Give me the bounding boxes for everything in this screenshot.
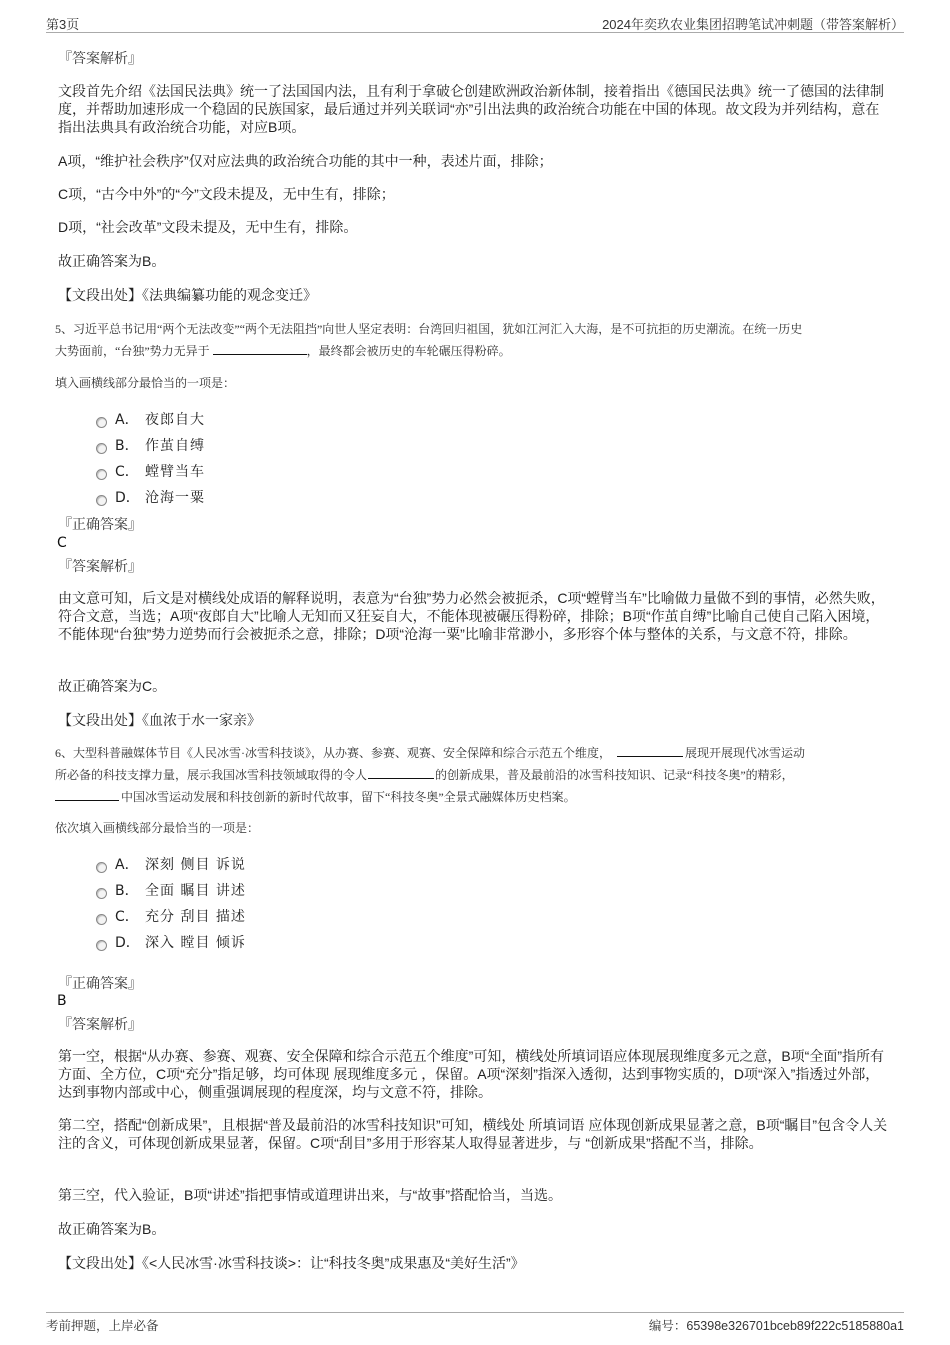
q5-prompt: 填入画横线部分最恰当的一项是： (55, 376, 236, 390)
q6-blank1-analysis: 第一空，根据“从办赛、参赛、观赛、安全保障和综合示范五个维度”可知，横线处所填词语应体现展现维度多元之意，B项“全面”指所有方面、全方位，C项“充分”指足够，均可体现 展现维度多元 ，保留。A项“深刻”指深入透彻，达到事物实质的，D项“深入”指透过外部，达到事物内部或中心，侧重强调展现的程度深，均与文意不符，排除。 (58, 1048, 884, 1100)
q5-option-c[interactable]: C． 螳臂当车 (96, 460, 205, 482)
q4-option-d-note: D项，“社会改革”文段未提及，无中生有，排除。 (58, 219, 358, 235)
q6-blank-3 (55, 788, 119, 801)
q6-blank-1 (617, 744, 683, 757)
q6-stem (55, 742, 895, 808)
radio-icon[interactable] (96, 914, 107, 925)
radio-icon[interactable] (96, 417, 107, 428)
q5-stem (55, 318, 895, 362)
q5-analysis-label: 『答案解析』 (58, 559, 142, 575)
page-header (46, 12, 904, 33)
q6-source: 【文段出处】《<人民冰雪·冰雪科技谈>：让“科技冬奥”成果惠及“美好生活”》 (58, 1255, 525, 1271)
q5-stem-line1: 5、习近平总书记用“两个无法改变”“两个无法阻挡”向世人坚定表明：台湾回归祖国，犹如江河汇入大海，是不可抗拒的历史潮流。在统一历史 (55, 322, 803, 336)
q5-option-d[interactable]: D． 沧海一粟 (96, 486, 205, 508)
radio-icon[interactable] (96, 888, 107, 899)
radio-icon[interactable] (96, 940, 107, 951)
q4-analysis-label: 『答案解析』 (58, 51, 142, 67)
footer-slogan: 考前押题，上岸必备 (46, 1319, 159, 1333)
q5-option-a[interactable]: A． 夜郎自大 (96, 408, 205, 430)
q4-conclusion: 故正确答案为B。 (58, 253, 166, 269)
radio-icon[interactable] (96, 469, 107, 480)
q5-correct-answer: C (57, 535, 67, 551)
q6-stem-line3: 中国冰雪运动发展和科技创新的新时代故事，留下“科技冬奥”全景式融媒体历史档案。 (55, 786, 895, 808)
q5-conclusion: 故正确答案为C。 (58, 678, 167, 694)
q6-option-c[interactable]: C． 充分 刮目 描述 (96, 905, 246, 927)
document-title: 2024年奕玖农业集团招聘笔试冲刺题（带答案解析） (602, 17, 904, 32)
q5-correct-label: 『正确答案』 (58, 517, 142, 533)
q4-option-a-note: A项，“维护社会秩序”仅对应法典的政治统合功能的其中一种，表述片面，排除； (58, 153, 553, 169)
q6-option-b[interactable]: B． 全面 瞩目 讲述 (96, 879, 246, 901)
q6-correct-answer: B (57, 993, 67, 1009)
radio-icon[interactable] (96, 495, 107, 506)
q4-source: 【文段出处】《法典编纂功能的观念变迁》 (58, 287, 317, 303)
q6-stem-line1: 6、大型科普融媒体节目《人民冰雪·冰雪科技谈》，从办赛、参赛、观赛、安全保障和综合示范五个维度， 展现开展现代冰雪运动 (55, 746, 806, 760)
q6-blank3-analysis: 第三空，代入验证，B项“讲述”指把事情或道理讲出来，与“故事”搭配恰当，当选。 (58, 1187, 562, 1203)
q6-option-a[interactable]: A． 深刻 侧目 诉说 (96, 853, 246, 875)
q6-blank2-analysis: 第二空，搭配“创新成果”，且根据“普及最前沿的冰雪科技知识”可知，横线处 所填词语 应体现创新成果显著之意，B项“瞩目”包含令人关注的含义，可体现创新成果显著，保留。C项“刮目”多用于形容某人取得显著进步，与 “创新成果”搭配不当，排除。 (58, 1117, 888, 1151)
document-serial: 编号：65398e326701bceb89f222c5185880a1 (648, 1319, 904, 1333)
q5-analysis-paragraph: 由文意可知，后文是对横线处成语的解释说明，表意为“台独”势力必然会被扼杀，C项“螳臂当车”比喻做力量做不到的事情，必然失败，符合文意，当选；A项“夜郎自大”比喻人无知而又狂妄自大，不能体现被碾压得粉碎，排除；B项“作茧自缚”比喻自己使自己陷入困境，不能体现“台独”势力逆势而行会被扼杀之意，排除；D项“沧海一粟”比喻非常渺小，多形容个体与整体的关系，与文意不符，排除。 (58, 590, 885, 642)
q6-correct-label: 『正确答案』 (58, 976, 142, 992)
q6-stem-line2: 所必备的科技支撑力量，展示我国冰雪科技领域取得的令人 的创新成果，普及最前沿的冰雪科技知识、记录“科技冬奥”的精彩， (55, 768, 794, 782)
q6-blank-2 (368, 766, 434, 779)
page-number: 第3页 (46, 17, 80, 32)
q6-option-d[interactable]: D． 深入 瞠目 倾诉 (96, 931, 246, 953)
q6-prompt: 依次填入画横线部分最恰当的一项是： (55, 821, 260, 835)
q5-source: 【文段出处】《血浓于水一家亲》 (58, 712, 261, 728)
q4-analysis-paragraph: 文段首先介绍《法国民法典》统一了法国国内法，且有利于拿破仑创建欧洲政治新体制，接着指出《德国民法典》统一了德国的法律制度，并帮助加速形成一个稳固的民族国家，最后通过并列关联词“亦”引出法典的政治统合功能在中国的体现。故文段为并列结构，意在指出法典具有政治统合功能，对应B项。 (58, 83, 884, 135)
q6-conclusion: 故正确答案为B。 (58, 1221, 166, 1237)
radio-icon[interactable] (96, 862, 107, 873)
q5-blank (213, 342, 307, 355)
q4-option-c-note: C项，“古今中外”的“今”文段未提及，无中生有，排除； (58, 186, 395, 202)
q5-option-b[interactable]: B． 作茧自缚 (96, 434, 205, 456)
q6-analysis-label: 『答案解析』 (58, 1017, 142, 1033)
page-footer (46, 1312, 904, 1333)
q5-stem-line2: 大势面前，“台独”势力无异于 ，最终都会被历史的车轮碾压得粉碎。 (55, 344, 511, 358)
radio-icon[interactable] (96, 443, 107, 454)
